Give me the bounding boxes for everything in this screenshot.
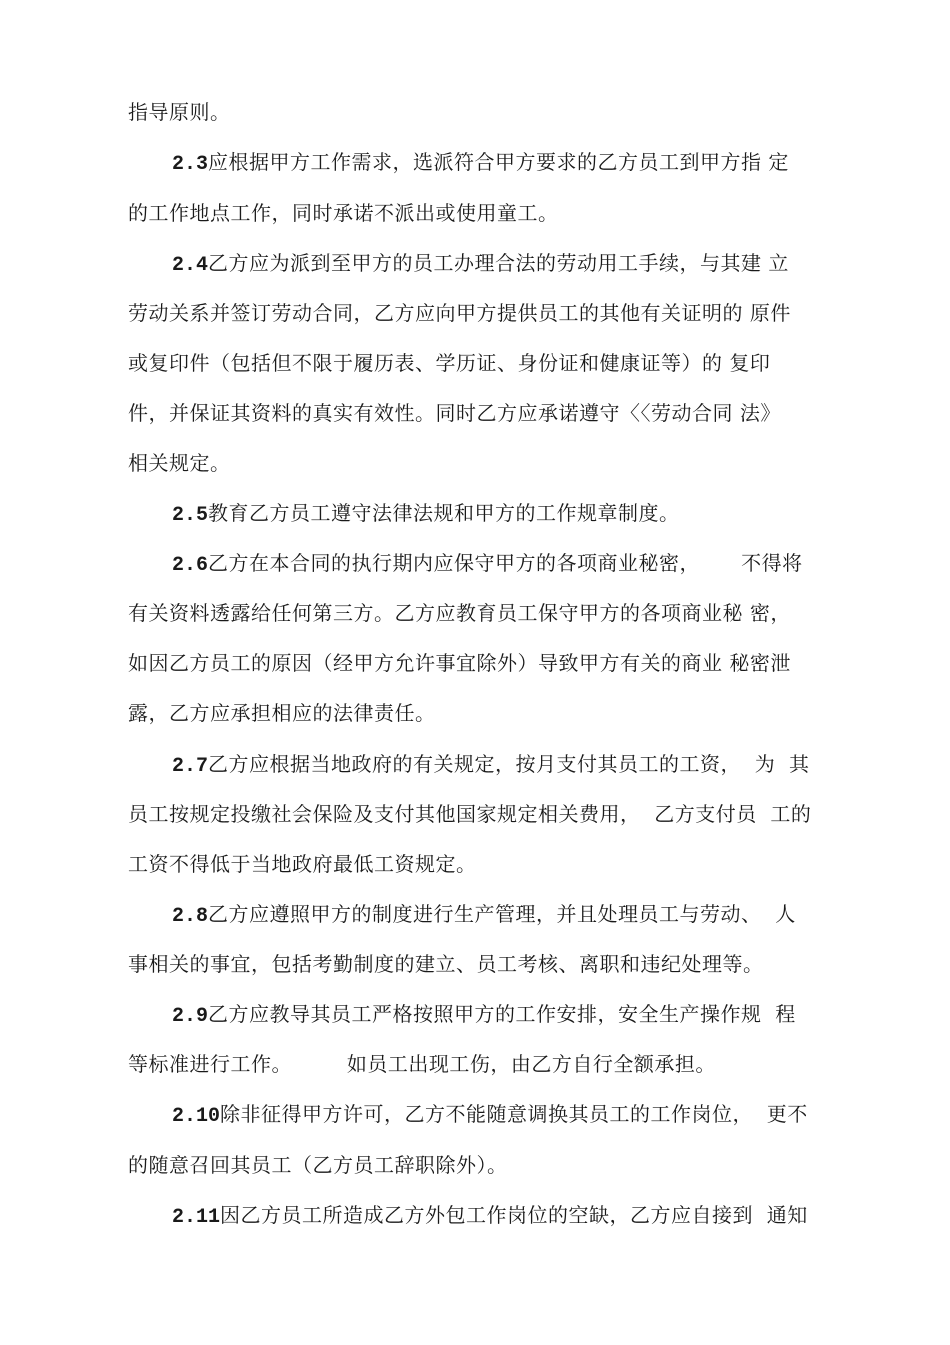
clause-number: 2.10: [172, 1105, 221, 1128]
clause-2-4: 2.4乙方应为派到至甲方的员工办理合法的劳动用工手续，与其建 立: [172, 251, 789, 277]
clause-number: 2.5: [172, 504, 209, 527]
clause-number: 2.8: [172, 905, 209, 928]
text-line: 员工按规定投缴社会保险及支付其他国家规定相关费用， 乙方支付员 工的: [128, 802, 812, 826]
text-line: 件，并保证其资料的真实有效性。同时乙方应承诺遵守〈〈劳动合同 法》: [128, 401, 781, 425]
clause-2-9: 2.9乙方应教导其员工严格按照甲方的工作安排，安全生产操作规 程: [172, 1002, 796, 1028]
clause-number: 2.4: [172, 254, 209, 277]
clause-2-3: 2.3应根据甲方工作需求，选派符合甲方要求的乙方员工到甲方指 定: [172, 150, 789, 176]
text-line: 事相关的事宜，包括考勤制度的建立、员工考核、离职和违纪处理等。: [128, 952, 764, 976]
text-line: 劳动关系并签订劳动合同，乙方应向甲方提供员工的其他有关证明的 原件: [128, 301, 791, 325]
text-line: 的工作地点工作，同时承诺不派出或使用童工。: [128, 201, 559, 225]
clause-2-11: 2.11因乙方员工所造成乙方外包工作岗位的空缺，乙方应自接到 通知: [172, 1203, 808, 1229]
clause-2-6: 2.6乙方在本合同的执行期内应保守甲方的各项商业秘密， 不得将: [172, 551, 803, 577]
clause-number: 2.6: [172, 554, 209, 577]
clause-2-10: 2.10除非征得甲方许可，乙方不能随意调换其员工的工作岗位， 更不: [172, 1102, 808, 1128]
text-line: 有关资料透露给任何第三方。乙方应教育员工保守甲方的各项商业秘 密，: [128, 601, 791, 625]
text-line: 的随意召回其员工（乙方员工辞职除外）。: [128, 1153, 508, 1177]
clause-2-8: 2.8乙方应遵照甲方的制度进行生产管理，并且处理员工与劳动、 人: [172, 902, 796, 928]
text-line: 或复印件（包括但不限于履历表、学历证、身份证和健康证等）的 复印: [128, 351, 771, 375]
clause-number: 2.9: [172, 1005, 209, 1028]
text-line: 等标准进行工作。 如员工出现工伤，由乙方自行全额承担。: [128, 1052, 716, 1076]
clause-number: 2.11: [172, 1206, 221, 1229]
text-line: 指导原则。: [128, 100, 231, 124]
clause-2-5: 2.5教育乙方员工遵守法律法规和甲方的工作规章制度。: [172, 501, 680, 527]
text-line: 工资不得低于当地政府最低工资规定。: [128, 852, 477, 876]
text-line: 相关规定。: [128, 451, 231, 475]
text-line: 如因乙方员工的原因（经甲方允许事宜除外）导致甲方有关的商业 秘密泄: [128, 651, 791, 675]
text-line: 露，乙方应承担相应的法律责任。: [128, 701, 436, 725]
clause-number: 2.3: [172, 153, 209, 176]
clause-2-7: 2.7乙方应根据当地政府的有关规定，按月支付其员工的工资， 为 其: [172, 752, 810, 778]
clause-number: 2.7: [172, 755, 209, 778]
